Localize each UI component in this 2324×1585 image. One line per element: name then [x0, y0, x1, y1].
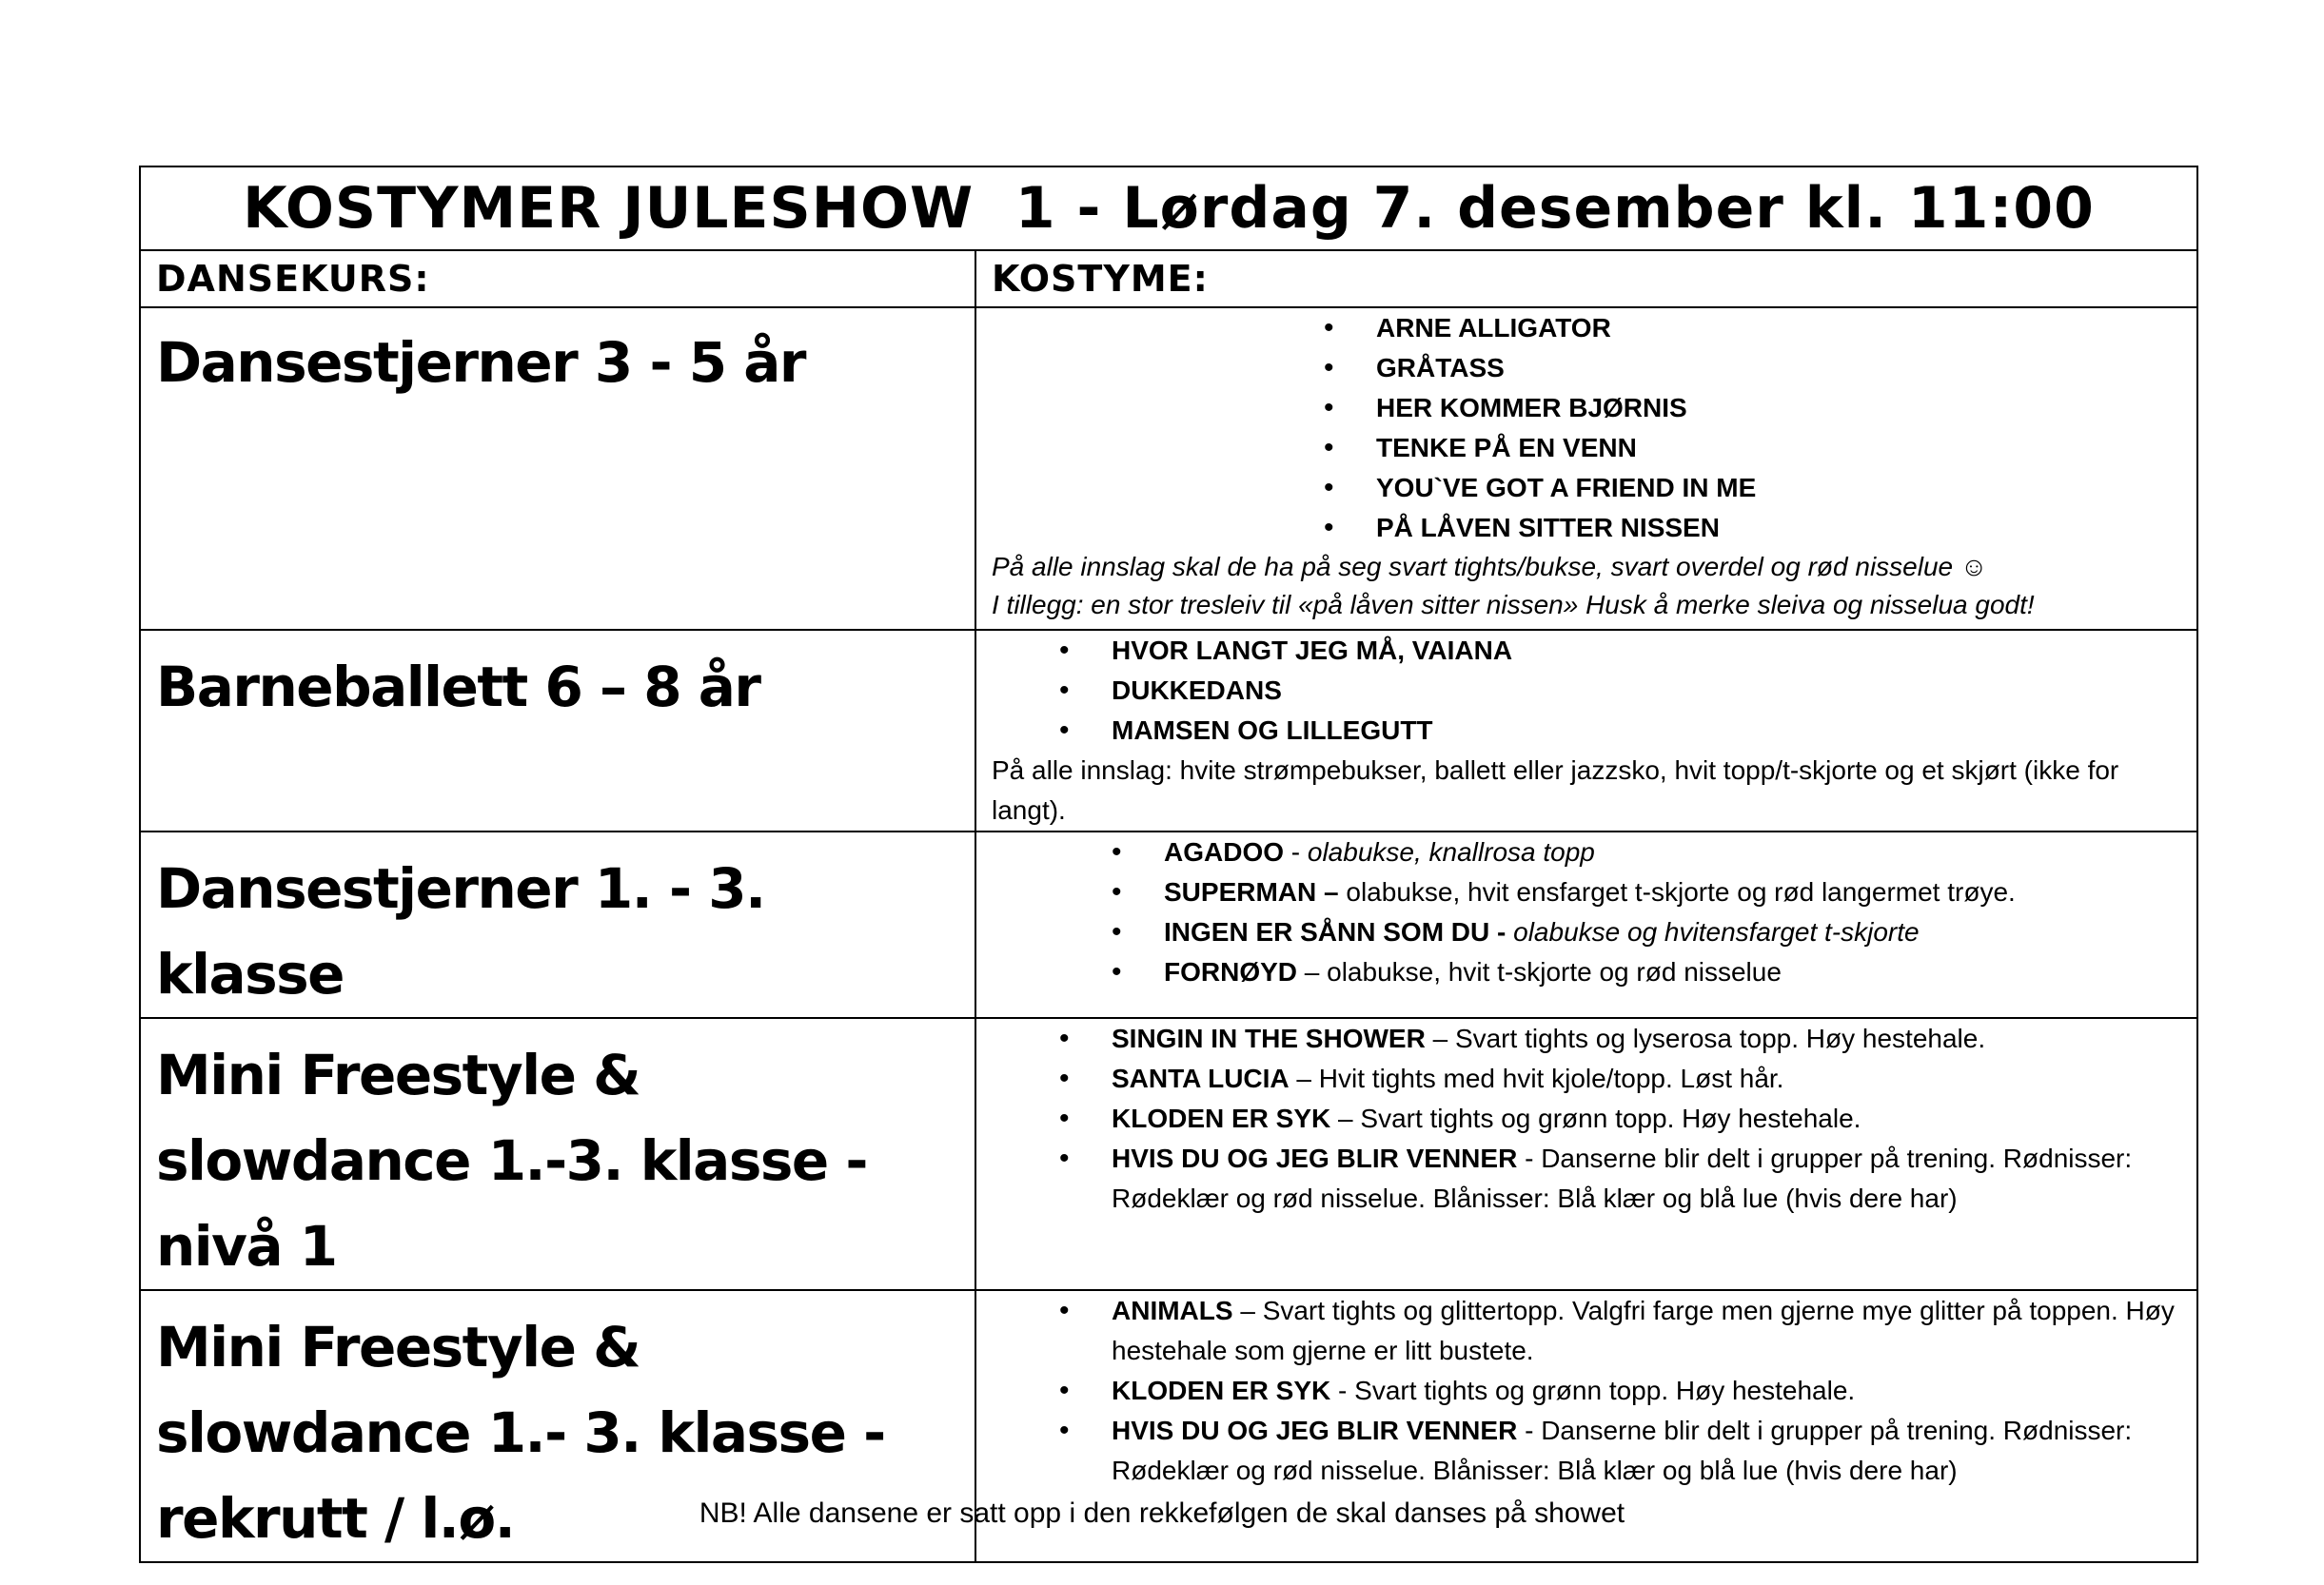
separator: - — [1284, 837, 1308, 867]
costume-description: Svart tights og grønn topp. Høy hestehale. — [1360, 1104, 1861, 1133]
costume-description: olabukse, hvit t-skjorte og rød nisselue — [1327, 957, 1782, 987]
costume-description: Svart tights og grønn topp. Høy hestehale. — [1354, 1376, 1856, 1405]
song-title: PÅ LÅVEN SITTER NISSEN — [1376, 513, 1720, 542]
song-title: HER KOMMER BJØRNIS — [1376, 393, 1687, 422]
list-item — [1112, 671, 2183, 711]
course-name: Dansestjerner 3 - 5 år — [140, 307, 975, 630]
costume-description: olabukse, knallrosa topp — [1307, 837, 1595, 867]
document-title: KOSTYMER JULESHOW 1 - Lørdag 7. desember kl. 11:00 — [140, 166, 2197, 250]
song-title: HVOR LANGT JEG MÅ, VAIANA — [1112, 636, 1513, 665]
costume-description: Svart tights og glittertopp. Valgfri farge men gjerne mye glitter på toppen. Høy hestehale som gjerne er litt bustete. — [1112, 1296, 2175, 1365]
song-title: FORNØYD — [1164, 957, 1297, 987]
list-item — [1112, 711, 2183, 751]
list-item — [1112, 1099, 2183, 1139]
song-title: KLODEN ER SYK — [1112, 1104, 1331, 1133]
song-title: DUKKEDANS — [1112, 675, 1282, 705]
costume-note: På alle innslag: hvite strømpebukser, ballett eller jazzsko, hvit topp/t-skjorte og et skjørt (ikke for langt). — [992, 755, 2119, 825]
song-title: INGEN ER SÅNN SOM DU - — [1164, 917, 1507, 947]
separator: - — [1330, 1376, 1355, 1405]
list-item — [1112, 1371, 2183, 1411]
song-title: HVIS DU OG JEG BLIR VENNER — [1112, 1416, 1518, 1445]
list-item — [1376, 348, 2183, 388]
song-title: SINGIN IN THE SHOWER — [1112, 1024, 1426, 1053]
list-item — [1376, 428, 2183, 468]
song-title: TENKE PÅ EN VENN — [1376, 433, 1637, 462]
separator: – — [1425, 1024, 1455, 1053]
costume-cell — [975, 630, 2197, 832]
list-item — [1164, 872, 2183, 912]
separator: – — [1289, 1064, 1319, 1093]
song-title: YOU`VE GOT A FRIEND IN ME — [1376, 473, 1757, 502]
table-row — [140, 630, 2197, 832]
costume-cell — [975, 832, 2197, 1018]
separator — [1506, 917, 1513, 947]
header-costume: KOSTYME: — [975, 250, 2197, 307]
costume-list — [992, 631, 2183, 751]
song-title: AGADOO — [1164, 837, 1284, 867]
costume-cell — [975, 307, 2197, 630]
costume-list — [992, 1291, 2183, 1491]
list-item — [1164, 832, 2183, 872]
separator: – — [1297, 957, 1328, 987]
list-item — [1112, 1139, 2183, 1219]
costume-list — [992, 832, 2183, 992]
song-title: HVIS DU OG JEG BLIR VENNER — [1112, 1144, 1518, 1173]
course-name: Mini Freestyle & slowdance 1.- 3. klasse - rekrutt / l.ø. — [140, 1290, 975, 1562]
costume-description: Hvit tights med hvit kjole/topp. Løst hår. — [1318, 1064, 1784, 1093]
costume-description: Danserne blir delt i grupper på trening. Rødnisser: Rødeklær og rød nisselue. Blånisser: Blå klær og blå lue (hvis dere har) — [1112, 1144, 2133, 1213]
costume-note: På alle innslag skal de ha på seg svart tights/bukse, svart overdel og rød nisselue ☺ — [992, 552, 1988, 581]
list-item — [1112, 1059, 2183, 1099]
costume-description: olabukse og hvitensfarget t-skjorte — [1513, 917, 1920, 947]
list-item — [1112, 631, 2183, 671]
costume-cell — [975, 1018, 2197, 1290]
table-row — [140, 1018, 2197, 1290]
costume-description: olabukse, hvit ensfarget t-skjorte og rød langermet trøye. — [1346, 877, 2016, 907]
list-item — [1112, 1411, 2183, 1491]
footer-note: NB! Alle dansene er satt opp i den rekkefølgen de skal danses på showet — [699, 1497, 1625, 1529]
costume-list — [992, 308, 2183, 548]
song-title: ARNE ALLIGATOR — [1376, 313, 1611, 342]
separator: - — [1517, 1144, 1542, 1173]
table-row — [140, 307, 2197, 630]
header-course: DANSEKURS: — [140, 250, 975, 307]
list-item — [1376, 388, 2183, 428]
list-item — [1376, 308, 2183, 348]
song-title: KLODEN ER SYK — [1112, 1376, 1331, 1405]
song-title: ANIMALS — [1112, 1296, 1233, 1325]
list-item — [1112, 1291, 2183, 1371]
costume-description: Svart tights og lyserosa topp. Høy hestehale. — [1454, 1024, 1986, 1053]
course-name: Mini Freestyle & slowdance 1.-3. klasse - nivå 1 — [140, 1018, 975, 1290]
costume-list — [992, 1019, 2183, 1219]
separator: – — [1330, 1104, 1361, 1133]
song-title: GRÅTASS — [1376, 353, 1505, 382]
title-row — [140, 166, 2197, 250]
list-item — [1164, 912, 2183, 952]
list-item — [1376, 508, 2183, 548]
costume-description: Danserne blir delt i grupper på trening. Rødnisser: Rødeklær og rød nisselue. Blånisser: Blå klær og blå lue (hvis dere har) — [1112, 1416, 2133, 1485]
costume-note: I tillegg: en stor tresleiv til «på låven sitter nissen» Husk å merke sleiva og nisselua godt! — [992, 590, 2035, 619]
course-name: Dansestjerner 1. - 3. klasse — [140, 832, 975, 1018]
table-row — [140, 832, 2197, 1018]
header-row — [140, 250, 2197, 307]
list-item — [1164, 952, 2183, 992]
list-item — [1112, 1019, 2183, 1059]
course-name: Barneballett 6 – 8 år — [140, 630, 975, 832]
song-title: SUPERMAN – — [1164, 877, 1339, 907]
list-item — [1376, 468, 2183, 508]
song-title: SANTA LUCIA — [1112, 1064, 1290, 1093]
separator: - — [1517, 1416, 1542, 1445]
separator: – — [1232, 1296, 1263, 1325]
song-title: MAMSEN OG LILLEGUTT — [1112, 715, 1433, 745]
costume-table — [139, 166, 2198, 1563]
